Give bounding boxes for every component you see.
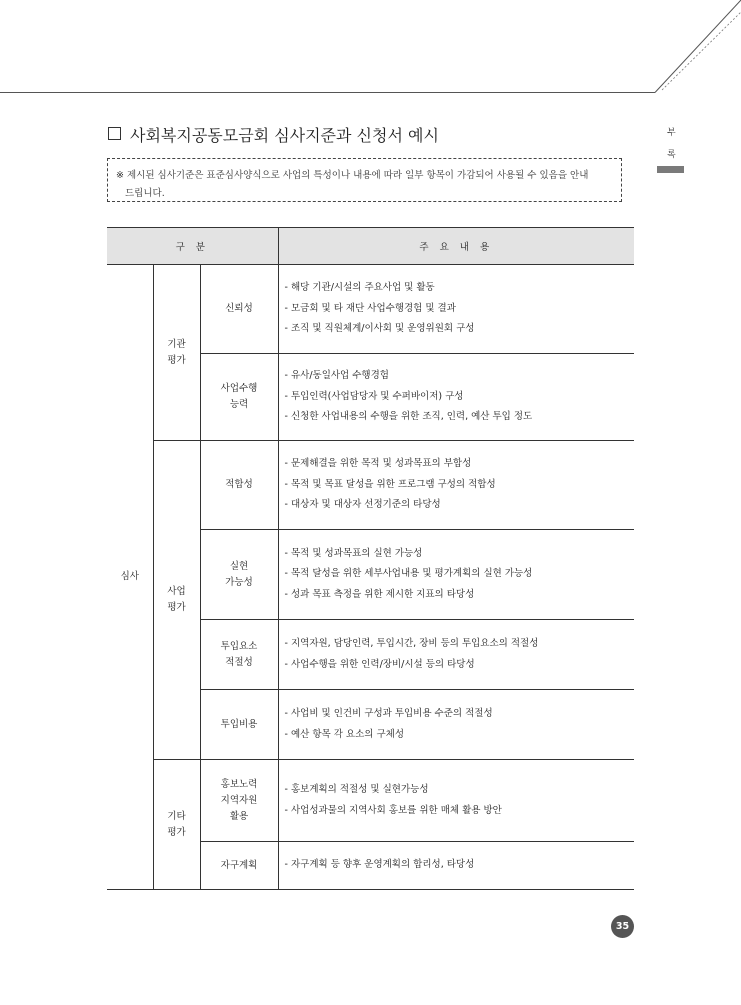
content-cell [278, 842, 634, 890]
table-row [107, 760, 634, 842]
content-line: - 목적 달성을 위한 세부사업내용 및 평가계획의 실현 가능성 [284, 568, 533, 580]
table-row [107, 265, 634, 354]
content-line: - 투입인력(사업담당자 및 수퍼바이저) 구성 [284, 390, 464, 402]
content-line: - 지역자원, 담당인력, 투입시간, 장비 등의 투입요소의 적절성 [284, 638, 539, 649]
content-line: - 예산 항목 각 요소의 구체성 [284, 728, 404, 740]
content-cell [278, 265, 634, 354]
level1-cell: 심사 [107, 265, 153, 890]
item-label: 활용 [229, 810, 249, 822]
content-line: - 목적 및 목표 달성을 위한 프로그램 구성의 적합성 [284, 478, 496, 490]
item-cell [200, 842, 278, 890]
item-label: 사업수행 [220, 383, 258, 394]
content-cell [278, 620, 634, 690]
item-label: 가능성 [225, 576, 253, 588]
item-cell [200, 265, 278, 354]
content-line: - 사업비 및 인건비 구성과 투입비용 수준의 적절성 [284, 708, 493, 719]
content-line: - 해당 기관/시설의 주요사업 및 활동 [284, 282, 435, 294]
item-cell [200, 530, 278, 620]
page-number-badge: 35 [611, 915, 634, 938]
item-label: 투입비용 [220, 718, 258, 730]
header-category: 구 분 [107, 228, 278, 265]
notice-line-1: ※ 제시된 심사기준은 표준심사양식으로 사업의 특성이나 내용에 따라 일부 항목이 가감되어 사용될 수 있음을 안내 [116, 170, 589, 181]
group-label: 평가 [167, 826, 186, 838]
content-line: - 사업수행을 위한 인력/장비/시설 등의 타당성 [284, 658, 475, 670]
item-label: 자구계획 [220, 859, 258, 871]
group-label: 기타 [167, 810, 186, 822]
group-label: 평가 [167, 354, 186, 366]
group-label: 평가 [167, 602, 186, 613]
item-label: 투입요소 [220, 640, 258, 652]
item-cell [200, 760, 278, 842]
checkbox-square-icon [108, 127, 121, 140]
content-line: - 성과 목표 측정을 위한 제시한 지표의 타당성 [284, 588, 475, 600]
criteria-table [107, 227, 634, 890]
notice-line-2: 드립니다. [125, 188, 165, 199]
table-header-row [107, 228, 634, 265]
content-cell [278, 354, 634, 441]
group-label: 사업 [167, 586, 186, 597]
item-cell [200, 620, 278, 690]
content-cell [278, 530, 634, 620]
notice-box [107, 158, 622, 202]
section-title-text: 사회복지공동모금회 심사지준과 신청서 예시 [130, 126, 439, 145]
group-label: 기관 [167, 338, 186, 350]
side-tab-label-top: 부 [667, 128, 676, 138]
content-line: - 신청한 사업내용의 수행을 위한 조직, 인력, 예산 투입 정도 [284, 411, 533, 423]
item-label: 적합성 [225, 479, 253, 490]
content-line: - 유사/동일사업 수행경험 [284, 370, 389, 382]
group-cell [153, 760, 200, 890]
content-line: - 사업성과물의 지역사회 홍보를 위한 매체 활용 방안 [284, 804, 502, 816]
item-label: 능력 [229, 399, 249, 410]
item-label: 홍보노력 [220, 778, 258, 790]
table-row [107, 441, 634, 530]
group-cell [153, 265, 200, 441]
group-cell [153, 441, 200, 760]
item-label: 실현 [229, 560, 249, 572]
content-line: - 자구계획 등 향후 운영계획의 합리성, 타당성 [284, 859, 475, 871]
header-content: 주 요 내 용 [278, 228, 634, 265]
item-cell [200, 354, 278, 441]
content-line: - 조직 및 직원체계/이사회 및 운영위원회 구성 [284, 323, 475, 335]
item-cell [200, 441, 278, 530]
side-tab-marker [657, 166, 684, 173]
content-line: - 홍보계획의 적절성 및 실현가능성 [284, 784, 429, 795]
item-cell [200, 690, 278, 760]
section-title [108, 123, 439, 146]
item-label: 적절성 [225, 656, 253, 668]
content-cell [278, 441, 634, 530]
content-cell [278, 760, 634, 842]
item-label: 신뢰성 [225, 303, 253, 314]
side-tab-label-bottom: 록 [667, 150, 676, 160]
content-line: - 목적 및 성과목표의 실현 가능성 [284, 547, 423, 559]
content-line: - 모금회 및 타 재단 사업수행경험 및 결과 [284, 302, 456, 314]
content-cell [278, 690, 634, 760]
content-line: - 문제해결을 위한 목적 및 성과목표의 부합성 [284, 458, 472, 470]
content-line: - 대상자 및 대상자 선정기준의 타당성 [284, 499, 441, 511]
item-label: 지역자원 [220, 794, 258, 806]
